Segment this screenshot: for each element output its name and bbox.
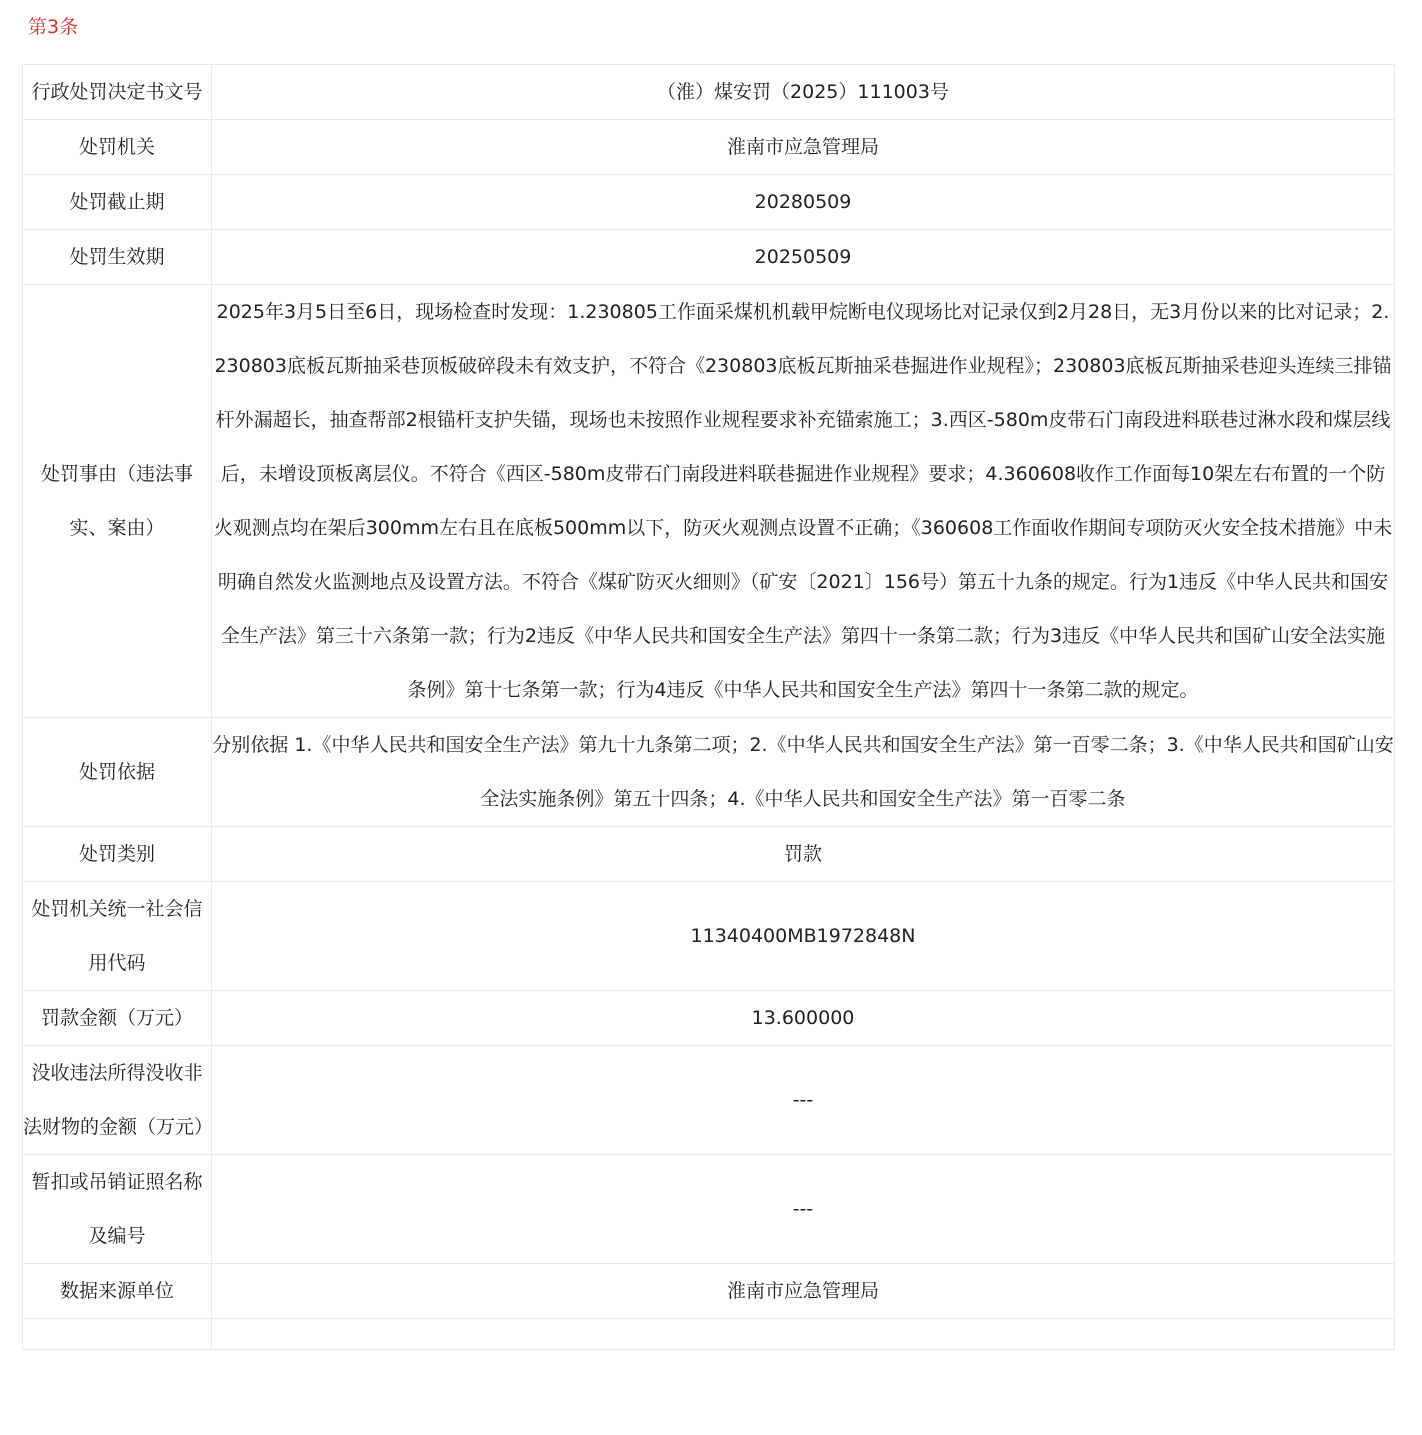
row-label: 行政处罚决定书文号	[23, 65, 212, 120]
row-value: 11340400MB1972848N	[212, 882, 1395, 991]
table-row	[23, 230, 1395, 285]
table-row	[23, 882, 1395, 991]
row-value: 2025年3月5日至6日，现场检查时发现：1.230805工作面采煤机机载甲烷断电仪现场比对记录仅到2月28日，无3月份以来的比对记录；2.230803底板瓦斯抽采巷顶板破碎段未有效支护，不符合《230803底板瓦斯抽采巷掘进作业规程》；230803底板瓦斯抽采巷迎头连续三排锚杆外漏超长，抽查帮部2根锚杆支护失锚，现场也未按照作业规程要求补充锚索施工；3.西区-580m皮带石门南段进料联巷过淋水段和煤层线后，未增设顶板离层仪。不符合《西区-580m皮带石门南段进料联巷掘进作业规程》要求；4.360608收作工作面每10架左右布置的一个防火观测点均在架后300mm左右且在底板500mm以下，防灭火观测点设置不正确；《360608工作面收作期间专项防灭火安全技术措施》中未明确自然发火监测地点及设置方法。不符合《煤矿防灭火细则》（矿安〔2021〕156号）第五十九条的规定。行为1违反《中华人民共和国安全生产法》第三十六条第一款；行为2违反《中华人民共和国安全生产法》第四十一条第二款；行为3违反《中华人民共和国矿山安全法实施条例》第十七条第一款；行为4违反《中华人民共和国安全生产法》第四十一条第二款的规定。	[212, 285, 1395, 718]
table-row	[23, 718, 1395, 827]
row-label	[23, 1319, 212, 1350]
row-label: 没收违法所得没收非法财物的金额（万元）	[23, 1046, 212, 1155]
row-label: 处罚机关统一社会信用代码	[23, 882, 212, 991]
row-value: 淮南市应急管理局	[212, 120, 1395, 175]
table-row	[23, 1155, 1395, 1264]
row-value: 13.600000	[212, 991, 1395, 1046]
row-label: 罚款金额（万元）	[23, 991, 212, 1046]
row-label: 处罚类别	[23, 827, 212, 882]
table-row	[23, 991, 1395, 1046]
row-value	[212, 1319, 1395, 1350]
table-row	[23, 827, 1395, 882]
table-row	[23, 1264, 1395, 1319]
row-value: 20280509	[212, 175, 1395, 230]
row-value: 分别依据 1.《中华人民共和国安全生产法》第九十九条第二项；2.《中华人民共和国安全生产法》第一百零二条；3.《中华人民共和国矿山安全法实施条例》第五十四条；4.《中华人民共和国安全生产法》第一百零二条	[212, 718, 1395, 827]
row-value: 罚款	[212, 827, 1395, 882]
row-label: 处罚机关	[23, 120, 212, 175]
row-label: 处罚截止期	[23, 175, 212, 230]
table-row	[23, 120, 1395, 175]
penalty-record-table	[22, 64, 1395, 1350]
table-row	[23, 1319, 1395, 1350]
row-label: 暂扣或吊销证照名称及编号	[23, 1155, 212, 1264]
table-row	[23, 175, 1395, 230]
table-row	[23, 285, 1395, 718]
row-value: ---	[212, 1046, 1395, 1155]
row-value: ---	[212, 1155, 1395, 1264]
row-value: 20250509	[212, 230, 1395, 285]
table-row	[23, 1046, 1395, 1155]
row-label: 处罚生效期	[23, 230, 212, 285]
row-value: 淮南市应急管理局	[212, 1264, 1395, 1319]
row-label: 数据来源单位	[23, 1264, 212, 1319]
row-label: 处罚依据	[23, 718, 212, 827]
item-title: 第3条	[28, 16, 79, 38]
row-value: （淮）煤安罚（2025）111003号	[212, 65, 1395, 120]
table-row	[23, 65, 1395, 120]
row-label: 处罚事由（违法事实、案由）	[23, 285, 212, 718]
